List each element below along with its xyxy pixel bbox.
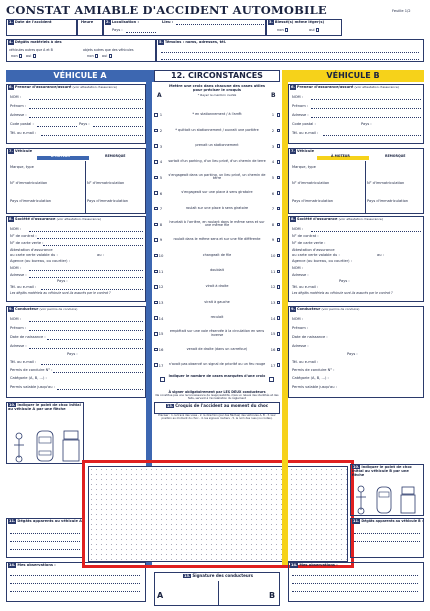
a-marque-label: Marque, type (10, 165, 34, 169)
signatures-label: Signature des conducteurs (192, 573, 254, 578)
circumstance-number-b: 10 (270, 253, 276, 259)
b-moto-icon (355, 485, 367, 515)
a-pays-label: Pays : (79, 122, 90, 126)
signatures-box[interactable] (154, 572, 280, 606)
a-preneur-note: (voir attestation d'assurance) (72, 85, 117, 89)
circumstance-label: empiétait sur une voie réservée à la circulation en sens inverse (169, 329, 265, 337)
circ-letter-a: A (157, 92, 162, 99)
b-remorque-label: REMORQUE (385, 154, 406, 158)
b-remorque-pays-label: Pays d'immatriculation (367, 199, 409, 203)
lieu-label: Lieu : (162, 20, 174, 24)
a-c-adresse: Adresse : (10, 344, 27, 348)
a-immat-label: N° d'immatriculation (10, 181, 48, 185)
croquis-note: Préciser : 1. le tracé des voies - 2. la direction (par des flèches) des véhicules A, B - 3. leur position au moment du choc - 4. les signaux routiers - 5. le nom des rues (ou routes). (158, 414, 276, 420)
circumstance-label: virait à droite (205, 284, 229, 289)
circumstance-number-a: 11 (158, 268, 164, 274)
a-truck-icon (61, 429, 81, 463)
a-s-adresse: Adresse : (10, 273, 27, 277)
signature-b-letter: B (269, 591, 276, 600)
a-c-prenom: Prénom : (10, 326, 27, 330)
circumstance-row (154, 232, 280, 248)
a-c-tel: Tél. ou e-mail : (10, 360, 37, 364)
b-preneur-box[interactable]: 6. Preneur d'assurance/assuré (voir attestation d'assurance) NOM : Prénom : Adresse : Code postal : Pays : Tél. ou e-mail : (288, 84, 424, 144)
b-c-permis: Permis de conduire N° : (292, 368, 335, 372)
a-s-au: au : (97, 253, 104, 257)
signatures-num: 15. (183, 574, 191, 578)
circumstance-checkbox-b[interactable] (277, 332, 281, 336)
b-conducteur-box[interactable]: 9. Conducteur (voir permis de conduire) NOM : Prénom : Date de naissance : Adresse : Pays : Tél. ou e-mail : Permis de conduire N° : Catégorie (A, B, ...) : Permis valable jusqu'au : (288, 306, 424, 398)
a-societe-box[interactable]: 8. Société d'assurance (voir attestation d'assurance) NOM : N° de contrat : N° de carte verte : Attestation d'assurance ou carte verte valable du : au : Agence (ou bureau, ou courtier) : NOM : Adresse : Pays : Tél. ou e-mail : Les dégâts matériels au véhicule sont-ils assurés par le contrat ? (6, 216, 146, 302)
b-preneur-label: Preneur d'assurance/assuré (296, 85, 354, 89)
circumstance-label: heurtait à l'arrière, en roulant dans le même sens et sur une même file (169, 219, 265, 228)
b-pays-immat-label: Pays d'immatriculation (292, 199, 334, 203)
blesses-oui-checkbox[interactable] (316, 28, 320, 32)
a-s-tel: Tél. ou e-mail : (10, 285, 37, 289)
circumstance-label: prenait un stationnement (195, 143, 239, 148)
b-s-tel: Tél. ou e-mail : (292, 285, 319, 289)
degats-v-non: non (11, 54, 18, 58)
b-pays-label: Pays : (361, 122, 372, 126)
b-s-au: au : (377, 253, 384, 257)
localisation-box[interactable]: 2. Localisation : Lieu : Pays : (103, 19, 266, 36)
circumstance-label: * quittait un stationnement / ouvrait une portière (175, 127, 259, 132)
degats-o-non: non (87, 54, 94, 58)
circumstance-label: s'engageait sur une place à sens giratoire (181, 190, 253, 195)
b-societe-note: (voir attestation d'assurance) (338, 217, 383, 221)
b-c-nom: NOM : (292, 317, 303, 321)
circumstance-label: n'avait pas observé un signal de priorité ou un feu rouge (168, 362, 266, 367)
b-conducteur-label: Conducteur (296, 307, 321, 311)
blesses-label: Blessé(s) même léger(s) (274, 20, 325, 24)
circumstance-number-a: 6 (159, 190, 163, 196)
b-c-pays: Pays : (347, 352, 358, 356)
a-s-valable: ou carte verte valable du : (10, 253, 58, 257)
b-car-icon (375, 485, 393, 515)
a-s-pays: Pays : (57, 279, 68, 283)
circumstance-number-b: 9 (271, 237, 275, 243)
circumstance-number-a: 12 (158, 284, 164, 290)
circumstance-number-b: 16 (270, 347, 276, 353)
circumstance-number-b: 5 (271, 174, 275, 180)
b-s-pays: Pays : (339, 279, 350, 283)
degats-objets-label: objets autres que des véhicules (83, 48, 134, 52)
circ-total (154, 374, 280, 386)
a-preneur-label: Preneur d'assurance/assuré (14, 85, 72, 89)
a-remorque-label: REMORQUE (105, 154, 126, 158)
a-s-attestation: Attestation d'assurance (10, 248, 53, 252)
a-s-nom2: NOM : (10, 266, 21, 270)
circumstance-label: roulait dans le même sens et sur une file différente (173, 237, 261, 242)
circumstance-number-a: 2 (159, 127, 163, 133)
circ-total-b[interactable] (269, 377, 274, 382)
circumstance-checkbox-b[interactable] (277, 176, 281, 180)
a-s-contrat: N° de contrat : (10, 234, 37, 238)
b-c-valable: Permis valable jusqu'au : (292, 385, 337, 389)
b-societe-label: Société d'assurance (296, 217, 338, 221)
b-observations-box[interactable]: 14. Mes observations : (288, 562, 424, 602)
b-c-adresse: Adresse : (292, 344, 309, 348)
highlight-frame (82, 460, 354, 568)
b-s-agence: Agence (ou bureau, ou courtier) : (292, 259, 352, 263)
vehicle-b-title: VÉHICULE B (326, 71, 380, 80)
a-c-pays: Pays : (67, 352, 78, 356)
circumstance-checkbox-b[interactable] (277, 113, 281, 117)
heure-label: Heure (81, 20, 94, 24)
a-tel-label: Tél. ou e-mail : (10, 131, 37, 135)
circumstance-row (154, 138, 280, 154)
b-c-tel: Tél. ou e-mail : (292, 360, 319, 364)
a-cp-label: Code postal : (10, 122, 34, 126)
b-point-choc-box[interactable]: 10. Indiquer le point de choc initial au véhicule B par une flèche (350, 464, 424, 516)
degats-v-oui-checkbox[interactable] (33, 54, 37, 58)
b-marque-label: Marque, type (292, 165, 316, 169)
circumstance-row (154, 295, 280, 311)
croquis-header (154, 402, 280, 414)
circumstance-number-a: 8 (159, 221, 163, 227)
circumstance-row (154, 123, 280, 139)
circumstance-label: venait de droite (dans un carrefour) (186, 346, 248, 351)
circumstance-row (154, 107, 280, 123)
circumstance-number-a: 5 (159, 174, 163, 180)
b-degats-apparents-label: Dégâts apparents au véhicule B : (361, 519, 424, 523)
circumstance-number-a: 3 (159, 143, 163, 149)
b-s-degats-q: Les dégâts matériels au véhicule sont-ils assurés par le contrat ? (292, 291, 393, 295)
b-s-carte: N° de carte verte : (292, 241, 326, 245)
circumstance-label: changeait de file (202, 252, 232, 257)
circumstance-row (154, 310, 280, 326)
form-title: CONSTAT AMIABLE D'ACCIDENT AUTOMOBILE (6, 3, 327, 17)
b-societe-box[interactable]: 8. Société d'assurance (voir attestation d'assurance) NOM : N° de contrat : N° de carte verte : Attestation d'assurance ou carte verte valable du : au : Agence (ou bureau, ou courtier) : NOM : Adresse : Pays : Tél. ou e-mail : Les dégâts matériels au véhicule sont-ils assurés par le contrat ? (288, 216, 424, 302)
a-conducteur-box[interactable]: 9. Conducteur (voir permis de conduire) NOM : Prénom : Date de naissance : Adresse : Pays : Tél. ou e-mail : Permis de conduire N° : Catégorie (A, B, ...) : Permis valable jusqu'au : (6, 306, 146, 398)
degats-box: 4. Dégâts matériels à des véhicules autres que A et B objets autres que des véhicules non oui non oui (6, 39, 156, 62)
a-conducteur-label: Conducteur (14, 307, 39, 311)
circumstance-number-a: 10 (158, 253, 164, 259)
circ-letter-b: B (271, 92, 276, 99)
blesses-non-label: non (277, 28, 284, 32)
circumstance-label: s'engageait dans un parking, un lieu privé, un chemin de terre (168, 172, 266, 181)
circumstance-number-a: 17 (158, 362, 164, 368)
a-remorque-pays-label: Pays d'immatriculation (87, 199, 129, 203)
circumstance-checkbox-b[interactable] (277, 223, 281, 227)
circumstance-number-a: 1 (159, 112, 163, 118)
circumstance-row (154, 185, 280, 201)
circumstance-number-a: 14 (158, 315, 164, 321)
a-vehicule-box[interactable]: 7. Véhicule À MOTEUR REMORQUE Marque, type N° d'immatriculation N° d'immatriculation Pays d'immatriculation Pays d'immatriculation (6, 148, 146, 214)
circumstance-number-b: 3 (271, 143, 275, 149)
circumstance-number-b: 7 (271, 206, 275, 212)
a-s-agence: Agence (ou bureau, ou courtier) : (10, 259, 70, 263)
a-c-nom: NOM : (10, 317, 21, 321)
circumstance-label: * en stationnement / à l'arrêt (192, 111, 242, 116)
circ-total-label: indiquer le nombre de cases marquées d'une croix (168, 374, 266, 378)
degats-o-non-checkbox[interactable] (95, 54, 99, 58)
circumstance-number-a: 15 (158, 331, 164, 337)
a-s-carte: N° de carte verte : (10, 241, 44, 245)
b-c-categorie: Catégorie (A, B, ...) : (292, 376, 329, 380)
a-preneur-box[interactable]: 6. Preneur d'assurance/assuré (voir attestation d'assurance) NOM : Prénom : Adresse : Code postal : Pays : Tél. ou e-mail : (6, 84, 146, 144)
b-s-nom: NOM : (292, 227, 303, 231)
circumstance-checkbox-b[interactable] (277, 160, 281, 164)
circ-intro-note: * Rayer la mention inutile (197, 93, 237, 98)
circumstance-number-b: 17 (270, 362, 276, 368)
a-observations-label: Mes observations : (17, 563, 56, 567)
croquis-label: Croquis de l'accident au moment du choc (175, 403, 269, 408)
circ-intro (154, 83, 280, 105)
b-s-adresse: Adresse : (292, 273, 309, 277)
a-s-degats-q: Les dégâts matériels au véhicule sont-ils assurés par le contrat ? (10, 291, 111, 295)
circumstance-checkbox-b[interactable] (277, 301, 281, 305)
degats-v-oui: oui (25, 54, 32, 58)
signature-notice-1: À signer obligatoirement par LES DEUX conducteurs (168, 390, 266, 394)
date-label: Date de l'accident (14, 20, 52, 24)
b-degats-apparents-box[interactable]: 11. Dégâts apparents au véhicule B : (350, 518, 424, 558)
a-remorque-immat-label: N° d'immatriculation (87, 181, 125, 185)
a-societe-label: Société d'assurance (14, 217, 56, 221)
b-s-contrat: N° de contrat : (292, 234, 319, 238)
circumstance-number-b: 6 (271, 190, 275, 196)
circumstance-checkbox-b[interactable] (277, 270, 281, 274)
croquis-num: 13. (166, 404, 174, 408)
a-s-nom: NOM : (10, 227, 21, 231)
circumstance-number-a: 9 (159, 237, 163, 243)
a-degats-apparents-label: Dégâts apparents au véhicule A : (17, 519, 85, 523)
a-nom-label: NOM : (10, 95, 21, 99)
b-prenom-label: Prénom : (292, 104, 309, 108)
circumstance-row (154, 326, 280, 342)
degats-vehicules-label: véhicules autres que A et B (9, 48, 53, 52)
a-moteur-label: À MOTEUR (51, 154, 70, 158)
a-point-choc-box[interactable]: 10. Indiquer le point de choc initial au véhicule A par une flèche (6, 402, 84, 464)
localisation-label: Localisation : (111, 20, 139, 24)
a-vehicule-label: Véhicule (14, 149, 33, 153)
circumstance-checkbox-b[interactable] (277, 285, 281, 289)
b-c-naissance: Date de naissance : (292, 335, 328, 339)
circumstance-row (154, 154, 280, 170)
degats-o-oui-checkbox[interactable] (109, 54, 113, 58)
b-c-prenom: Prénom : (292, 326, 309, 330)
b-s-valable: ou carte verte valable du : (292, 253, 340, 257)
circumstance-row (154, 342, 280, 358)
b-cp-label: Code postal : (292, 122, 316, 126)
a-prenom-label: Prénom : (10, 104, 27, 108)
circumstance-number-b: 2 (271, 127, 275, 133)
circ-title: 12. CIRCONSTANCES (171, 71, 263, 80)
circumstance-label: reculait (210, 315, 224, 320)
a-c-permis: Permis de conduire N° : (10, 368, 53, 372)
circumstance-row (154, 170, 280, 186)
circumstance-number-a: 16 (158, 347, 164, 353)
circumstance-checkbox-b[interactable] (277, 254, 281, 258)
circ-intro-text: Mettre une croix dans chacune des cases utiles pour préciser le croquis (168, 84, 266, 93)
circumstance-row (154, 248, 280, 264)
circumstance-label: sortait d'un parking, d'un lieu privé, d'un chemin de terre (168, 158, 266, 163)
blesses-box: 3. Blessé(s) même léger(s) non oui (266, 19, 342, 36)
blesses-non-checkbox[interactable] (285, 28, 289, 32)
date-field[interactable] (6, 26, 77, 36)
b-moteur-label: À MOTEUR (331, 154, 350, 158)
circumstance-checkbox-b[interactable] (277, 348, 281, 352)
circumstance-checkbox-b[interactable] (277, 363, 281, 367)
circumstance-number-b: 1 (271, 112, 275, 118)
circumstance-checkbox-b[interactable] (277, 144, 281, 148)
b-s-nom2: NOM : (292, 266, 303, 270)
circumstance-number-a: 4 (159, 159, 163, 165)
circumstance-number-b: 13 (270, 300, 276, 306)
a-c-valable: Permis valable jusqu'au : (10, 385, 55, 389)
circ-total-a[interactable] (160, 377, 165, 382)
circumstance-row (154, 357, 280, 373)
circumstance-number-b: 8 (271, 221, 275, 227)
a-moto-icon (12, 431, 26, 463)
circumstance-checkbox-b[interactable] (277, 238, 281, 242)
a-car-icon (35, 429, 55, 463)
a-adresse-label: Adresse : (10, 113, 27, 117)
signature-notice (154, 390, 280, 400)
b-s-attestation: Attestation d'assurance (292, 248, 335, 252)
vehicle-a-title: VÉHICULE A (53, 71, 107, 80)
circumstance-number-b: 14 (270, 315, 276, 321)
circumstance-number-a: 13 (158, 300, 164, 306)
temoins-label: Témoins : noms, adresses, tél. (164, 40, 227, 44)
degats-v-non-checkbox[interactable] (19, 54, 23, 58)
circumstance-label: doublait (210, 268, 224, 273)
b-preneur-note: (voir attestation d'assurance) (354, 85, 399, 89)
a-c-naissance: Date de naissance : (10, 335, 46, 339)
circumstance-row (154, 201, 280, 217)
degats-o-oui: oui (101, 54, 108, 58)
circumstance-number-b: 12 (270, 284, 276, 290)
circumstance-checkbox-b[interactable] (277, 191, 281, 195)
signature-notice-2: Ne constitue pas une reconnaissance de responsabilité, mais un relevé des identités et des faits, servant à l'accélération du règlement (155, 393, 279, 401)
circumstance-checkbox-b[interactable] (277, 316, 281, 320)
b-immat-label: N° d'immatriculation (292, 181, 330, 185)
circumstance-checkbox-b[interactable] (277, 129, 281, 133)
heure-box[interactable] (77, 19, 103, 36)
circ-list (154, 107, 280, 373)
a-conducteur-note: (voir permis de conduire) (39, 307, 78, 311)
date-box: 1. Date de l'accident (6, 19, 77, 36)
a-c-categorie: Catégorie (A, B, ...) : (10, 376, 47, 380)
circumstance-row (154, 217, 280, 233)
signature-a-letter: A (157, 591, 164, 600)
b-tel-label: Tél. ou e-mail : (292, 131, 319, 135)
b-vehicule-label: Véhicule (296, 149, 315, 153)
a-societe-note: (voir attestation d'assurance) (56, 217, 101, 221)
b-truck-icon (399, 485, 417, 515)
circumstance-label: virait à gauche (204, 299, 230, 304)
b-adresse-label: Adresse : (292, 113, 309, 117)
a-degats-apparents-box[interactable]: 11. Dégâts apparents au véhicule A : (6, 518, 84, 558)
a-observations-box[interactable]: 14. Mes observations : (6, 562, 146, 602)
degats-label: Dégâts matériels à des (14, 40, 62, 44)
circumstance-row (154, 279, 280, 295)
circumstance-number-b: 4 (271, 159, 275, 165)
b-point-choc-label: Indiquer le point de choc initial au véhicule B par une flèche (352, 465, 412, 478)
a-point-choc-label: Indiquer le point de choc initial au véhicule A par une flèche (8, 403, 81, 412)
blesses-oui-label: oui (309, 28, 315, 32)
b-observations-label: Mes observations : (299, 563, 338, 567)
b-nom-label: NOM : (292, 95, 303, 99)
a-pays-immat-label: Pays d'immatriculation (10, 199, 52, 203)
b-remorque-immat-label: N° d'immatriculation (367, 181, 405, 185)
circumstance-row (154, 263, 280, 279)
circumstance-label: roulait sur une place à sens giratoire (185, 205, 249, 210)
circumstance-number-b: 11 (270, 268, 276, 274)
circumstance-number-b: 15 (270, 331, 276, 337)
pays-label: Pays : (112, 28, 123, 32)
circumstance-number-a: 7 (159, 206, 163, 212)
b-conducteur-note: (voir permis de conduire) (321, 307, 360, 311)
circumstance-checkbox-b[interactable] (277, 207, 281, 211)
sheet-number: Feuille 1/2 (392, 9, 411, 13)
temoins-box[interactable]: 5. Témoins : noms, adresses, tél. (156, 39, 424, 62)
b-vehicule-box[interactable]: 7. Véhicule À MOTEUR REMORQUE Marque, type N° d'immatriculation N° d'immatriculation Pays d'immatriculation Pays d'immatriculation (288, 148, 424, 214)
